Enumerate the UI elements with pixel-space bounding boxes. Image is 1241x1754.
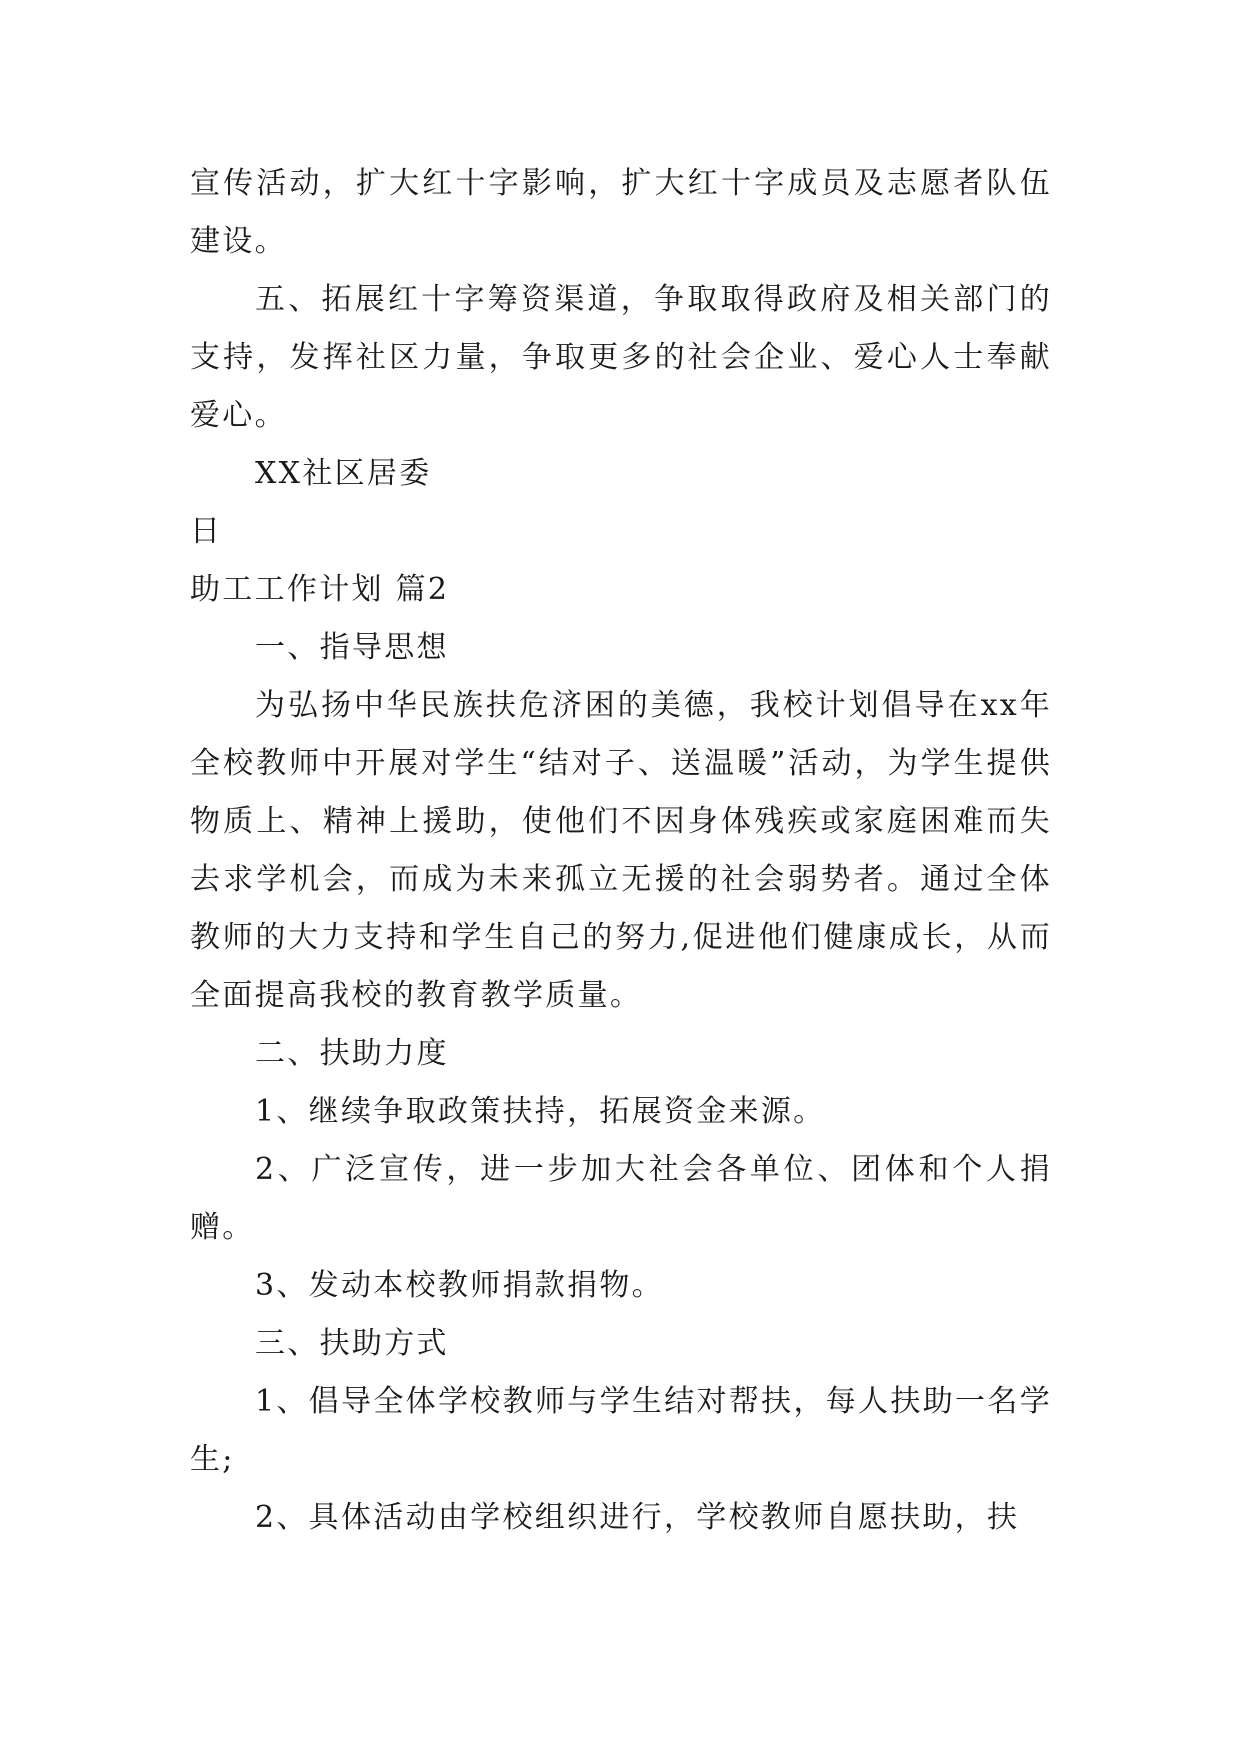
list-item-support-1: 1、继续争取政策扶持，拓展资金来源。 <box>255 1094 826 1129</box>
list-item-support-3: 3、发动本校教师捐款捐物。 <box>255 1268 664 1303</box>
heading-guiding-thought: 一、指导思想 <box>255 630 449 665</box>
signature-org: XX社区居委 <box>255 456 432 491</box>
list-item-method-1: 1、倡导全体学校教师与学生结对帮扶，每人扶助一名学生; <box>190 1384 1052 1477</box>
list-item-support-2: 2、广泛宣传，进一步加大社会各单位、团体和个人捐赠。 <box>190 1152 1052 1245</box>
paragraph-1: 宣传活动，扩大红十字影响，扩大红十字成员及志愿者队伍建设。 <box>190 166 1052 259</box>
list-item-method-2: 2、具体活动由学校组织进行，学校教师自愿扶助，扶 <box>255 1500 1020 1535</box>
signature-date: 日 <box>190 514 223 549</box>
heading-support-method: 三、扶助方式 <box>255 1326 449 1361</box>
paragraph-guiding-thought: 为弘扬中华民族扶危济困的美德，我校计划倡导在xx年全校教师中开展对学生“结对子、送温暖”活动，为学生提供物质上、精神上援助，使他们不因身体残疾或家庭困难而失去求学机会，而成为未来孤立无援的社会弱势者。通过全体教师的大力支持和学生自己的努力,促进他们健康成长，从而全面提高我校的教育教学质量。 <box>190 688 1052 1013</box>
section-title: 助工工作计划 篇2 <box>190 572 450 607</box>
heading-support-strength: 二、扶助力度 <box>255 1036 449 1071</box>
document-body <box>190 155 1052 1547</box>
paragraph-2: 五、拓展红十字筹资渠道，争取取得政府及相关部门的支持，发挥社区力量，争取更多的社会企业、爱心人士奉献爱心。 <box>190 282 1052 433</box>
